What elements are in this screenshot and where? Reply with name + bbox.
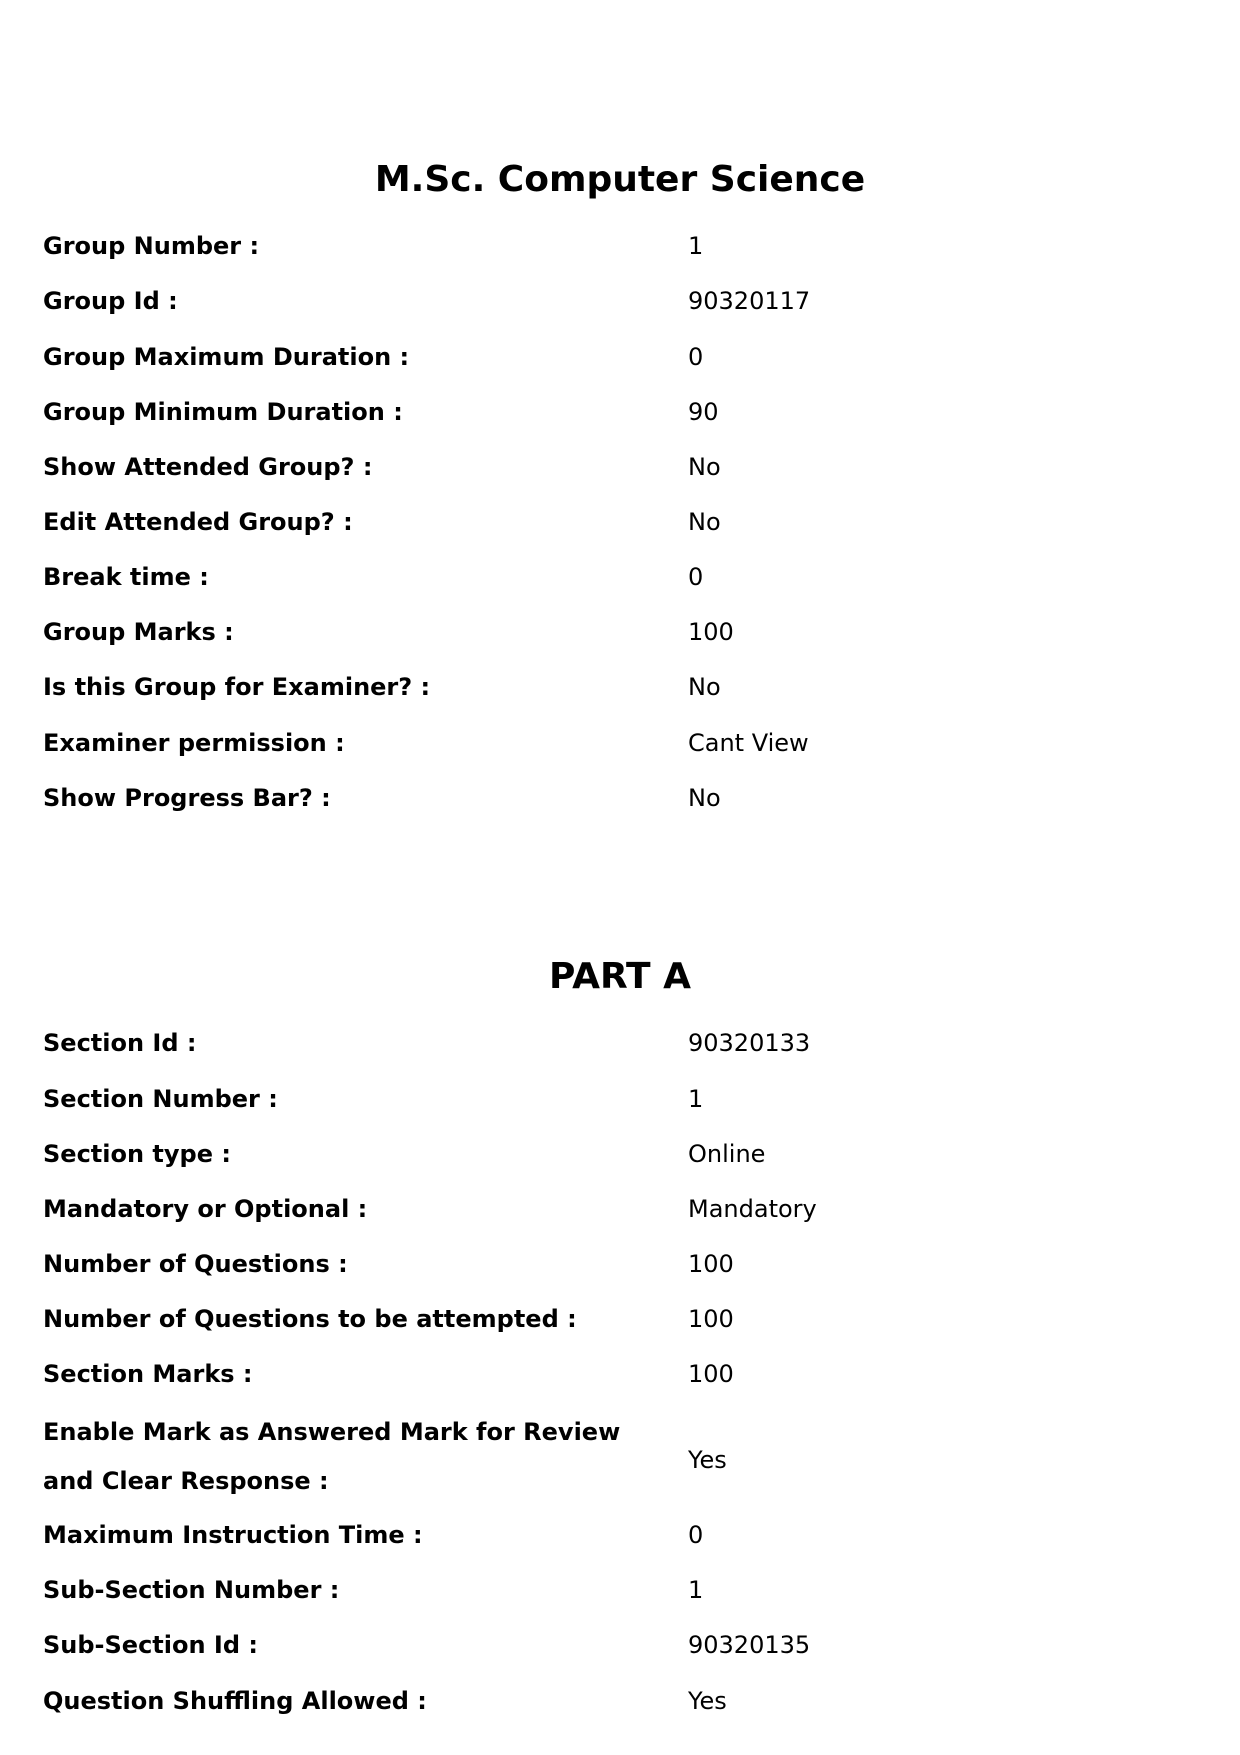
- group-field-row: [0, 440, 1240, 495]
- group-id-value: 90320117: [688, 287, 811, 315]
- group-for-examiner-label: Is this Group for Examiner? :: [43, 673, 431, 701]
- sub-section-number-label: Sub-Section Number :: [43, 1576, 340, 1604]
- group-min-duration-value: 90: [688, 398, 719, 426]
- questions-to-attempt-value: 100: [688, 1305, 734, 1333]
- question-shuffling-label: Question Shuffling Allowed :: [43, 1687, 427, 1715]
- sub-section-id-value: 90320135: [688, 1631, 811, 1659]
- questions-to-attempt-label: Number of Questions to be attempted :: [43, 1305, 577, 1333]
- group-field-row: [0, 274, 1240, 329]
- show-progress-bar-label: Show Progress Bar? :: [43, 784, 331, 812]
- section-field-row: [0, 1292, 1240, 1347]
- section-field-row: [0, 1408, 1240, 1512]
- group-field-row: [0, 550, 1240, 605]
- group-title: M.Sc. Computer Science: [374, 159, 866, 200]
- section-field-row: [0, 1016, 1240, 1071]
- group-field-row: [0, 495, 1240, 550]
- max-instruction-time-value: 0: [688, 1521, 704, 1549]
- group-for-examiner-value: No: [688, 673, 721, 701]
- group-max-duration-label: Group Maximum Duration :: [43, 343, 410, 371]
- number-of-questions-value: 100: [688, 1250, 734, 1278]
- group-field-row: [0, 660, 1240, 715]
- section-field-row: [0, 1127, 1240, 1182]
- group-max-duration-value: 0: [688, 343, 704, 371]
- section-number-value: 1: [688, 1085, 704, 1113]
- examiner-permission-value: Cant View: [688, 729, 809, 757]
- section-type-label: Section type :: [43, 1140, 231, 1168]
- section-marks-label: Section Marks :: [43, 1360, 253, 1388]
- number-of-questions-label: Number of Questions :: [43, 1250, 348, 1278]
- mandatory-or-optional-label: Mandatory or Optional :: [43, 1195, 368, 1223]
- section-field-row: [0, 1674, 1240, 1729]
- show-attended-group-value: No: [688, 453, 721, 481]
- section-marks-value: 100: [688, 1360, 734, 1388]
- examiner-permission-label: Examiner permission :: [43, 729, 345, 757]
- section-number-label: Section Number :: [43, 1085, 278, 1113]
- section-field-row: [0, 1237, 1240, 1292]
- group-field-row: [0, 605, 1240, 660]
- sub-section-id-label: Sub-Section Id :: [43, 1631, 258, 1659]
- section-field-row: [0, 1072, 1240, 1127]
- enable-mark-for-review-label: Enable Mark as Answered Mark for Review and Clear Response :: [43, 1418, 621, 1495]
- show-progress-bar-value: No: [688, 784, 721, 812]
- section-title: PART A: [549, 956, 691, 997]
- sub-section-number-value: 1: [688, 1576, 704, 1604]
- show-attended-group-label: Show Attended Group? :: [43, 453, 373, 481]
- question-shuffling-value: Yes: [688, 1687, 727, 1715]
- group-field-row: [0, 716, 1240, 771]
- section-field-row: [0, 1618, 1240, 1673]
- group-marks-value: 100: [688, 618, 734, 646]
- group-field-row: [0, 330, 1240, 385]
- group-field-row: [0, 219, 1240, 274]
- group-marks-label: Group Marks :: [43, 618, 234, 646]
- section-field-row: [0, 1347, 1240, 1402]
- edit-attended-group-value: No: [688, 508, 721, 536]
- group-field-row: [0, 385, 1240, 440]
- max-instruction-time-label: Maximum Instruction Time :: [43, 1521, 423, 1549]
- section-field-row: [0, 1508, 1240, 1563]
- group-id-label: Group Id :: [43, 287, 178, 315]
- group-number-label: Group Number :: [43, 232, 260, 260]
- mandatory-or-optional-value: Mandatory: [688, 1195, 817, 1223]
- break-time-value: 0: [688, 563, 704, 591]
- break-time-label: Break time :: [43, 563, 209, 591]
- section-field-row: [0, 1182, 1240, 1237]
- section-id-value: 90320133: [688, 1029, 811, 1057]
- group-number-value: 1: [688, 232, 704, 260]
- section-type-value: Online: [688, 1140, 766, 1168]
- enable-mark-for-review-value: Yes: [688, 1446, 727, 1474]
- edit-attended-group-label: Edit Attended Group? :: [43, 508, 353, 536]
- section-id-label: Section Id :: [43, 1029, 197, 1057]
- group-field-row: [0, 771, 1240, 826]
- group-min-duration-label: Group Minimum Duration :: [43, 398, 403, 426]
- section-field-row: [0, 1563, 1240, 1618]
